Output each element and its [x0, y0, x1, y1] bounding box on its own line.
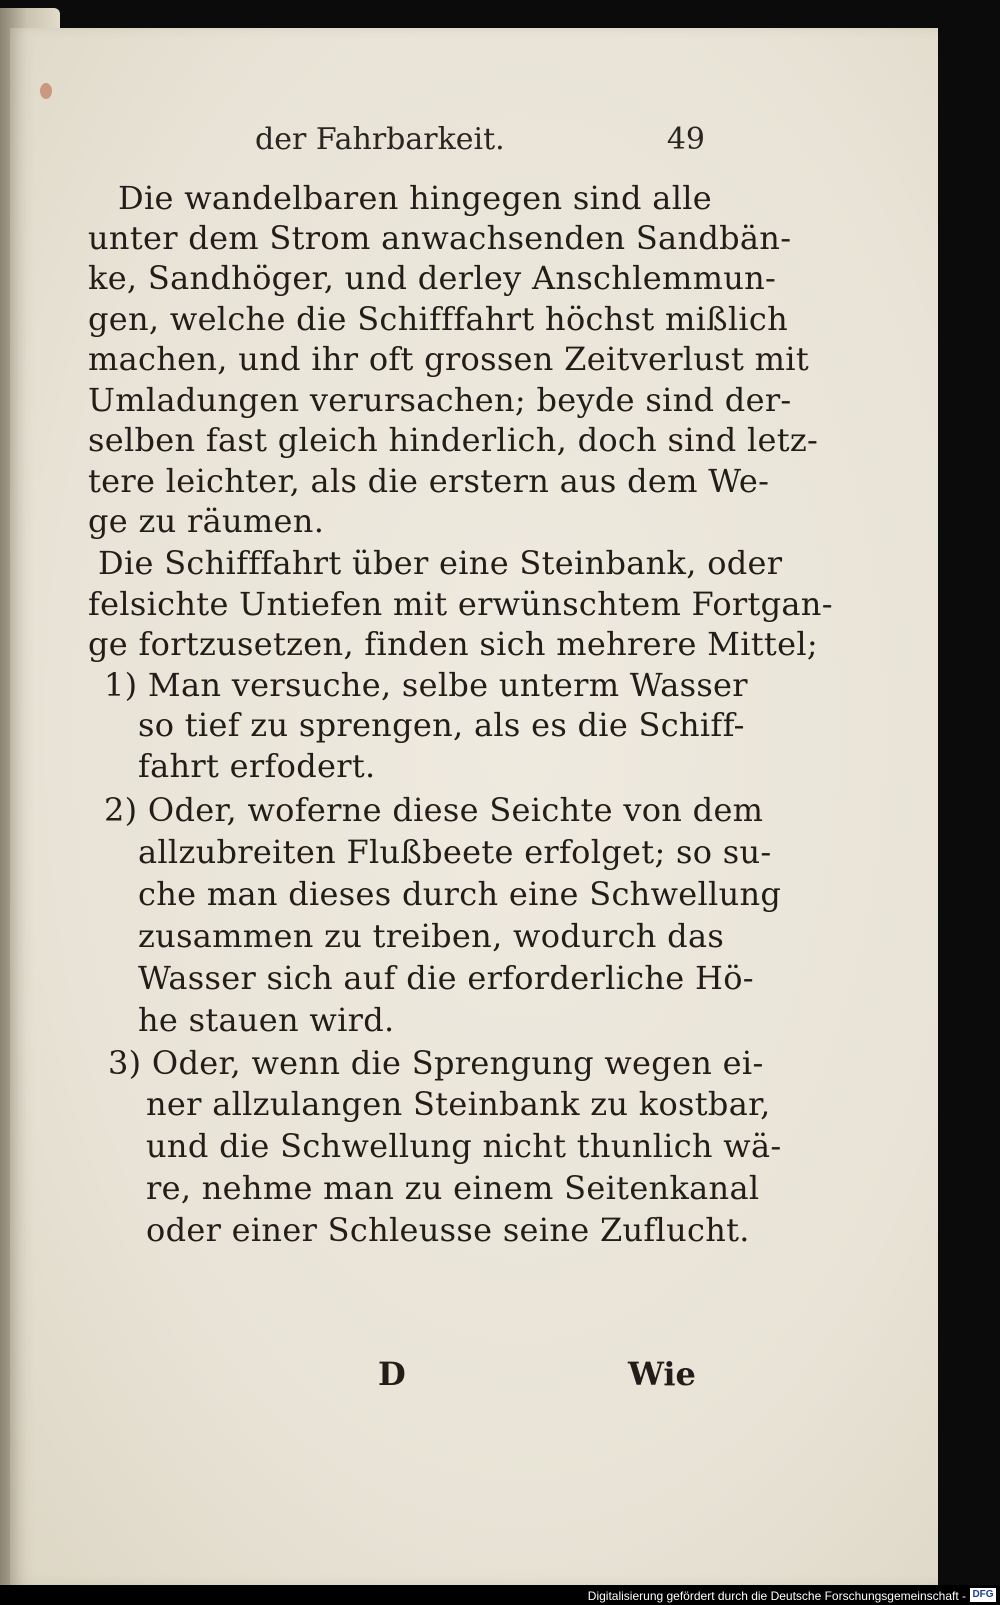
page-header	[255, 122, 715, 162]
text-line: so tief zu sprengen, als es die Schiff-	[138, 706, 745, 744]
text-line: Umladungen verursachen; beyde sind der-	[88, 381, 792, 419]
running-title: der Fahrbarkeit.	[255, 122, 505, 157]
text-line: che man dieses durch eine Schwellung	[138, 875, 782, 913]
text-line: fahrt erfodert.	[138, 747, 376, 785]
text-line: und die Schwellung nicht thunlich wä-	[146, 1127, 782, 1165]
text-line: ge fortzusetzen, finden sich mehrere Mittel;	[88, 625, 818, 663]
footer-bar	[0, 1585, 1000, 1605]
dfg-logo-icon: DFG	[970, 1588, 996, 1602]
page-stain	[40, 83, 52, 99]
text-line: oder einer Schleusse seine Zuflucht.	[146, 1211, 750, 1249]
text-line: 2) Oder, woferne diese Seichte von dem	[104, 791, 764, 829]
text-line: gen, welche die Schifffahrt höchst mißlich	[88, 300, 789, 338]
text-line: unter dem Strom anwachsenden Sandbän-	[88, 219, 792, 257]
text-line: selben fast gleich hinderlich, doch sind letz-	[88, 421, 819, 459]
text-line: felsichte Untiefen mit erwünschtem Fortgan-	[88, 585, 833, 623]
text-line: allzubreiten Flußbeete erfolget; so su-	[138, 833, 772, 871]
text-line: re, nehme man zu einem Seitenkanal	[146, 1169, 760, 1207]
text-line: zusammen zu treiben, wodurch das	[138, 917, 725, 955]
signature-mark: D	[378, 1355, 406, 1393]
text-line: ner allzulangen Steinbank zu kostbar,	[146, 1085, 771, 1123]
text-line: machen, und ihr oft grossen Zeitverlust mit	[88, 340, 809, 378]
text-line: 1) Man versuche, selbe unterm Wasser	[104, 666, 748, 704]
text-line: he stauen wird.	[138, 1001, 395, 1039]
text-line: ge zu räumen.	[88, 502, 325, 540]
text-line: tere leichter, als die erstern aus dem We-	[88, 462, 770, 500]
page-number: 49	[666, 122, 705, 157]
text-line: Wasser sich auf die erforderliche Hö-	[138, 959, 754, 997]
footer-credit: Digitalisierung gefördert durch die Deutsche Forschungsgemeinschaft -	[587, 1589, 966, 1603]
text-line: Die wandelbaren hingegen sind alle	[118, 179, 712, 217]
text-line: Die Schifffahrt über eine Steinbank, oder	[98, 544, 783, 582]
text-line: 3) Oder, wenn die Sprengung wegen ei-	[108, 1044, 764, 1082]
catchword: Wie	[628, 1355, 696, 1393]
text-line: ke, Sandhöger, und derley Anschlemmun-	[88, 259, 777, 297]
